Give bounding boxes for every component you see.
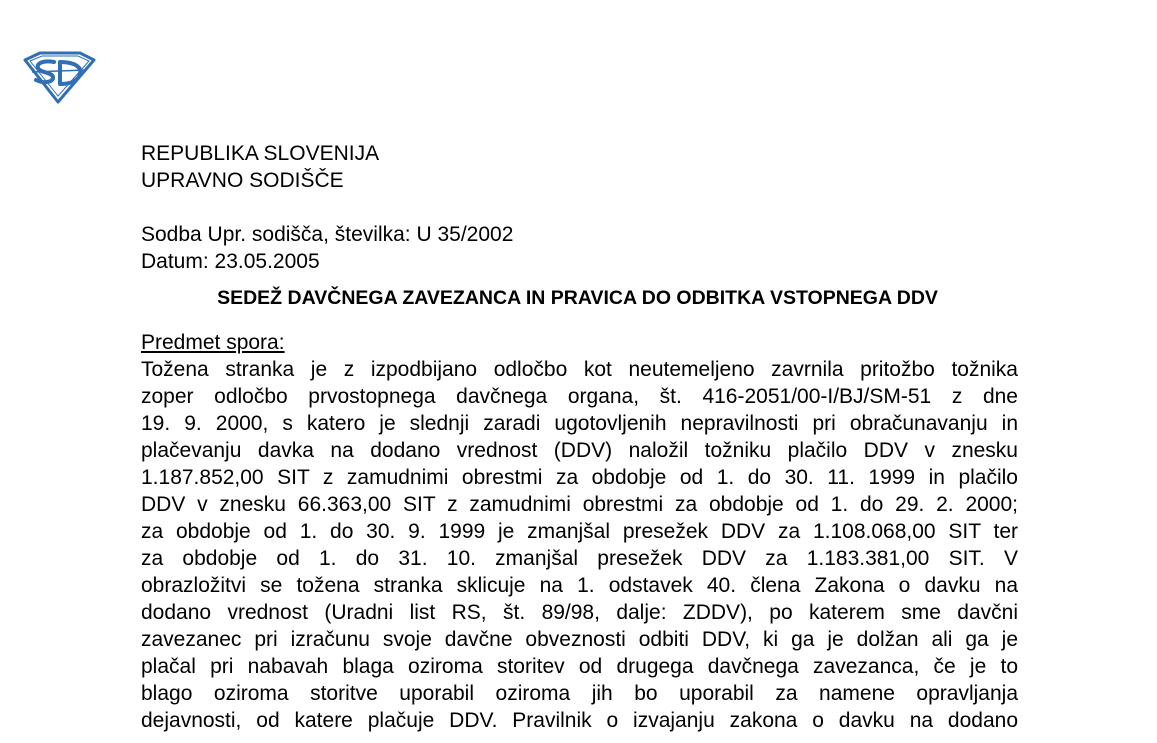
paragraph-line: plačal pri nabavah blaga oziroma storitev od drugega davčnega zavezanca, če je to bbox=[141, 655, 1018, 678]
paragraph-line: obrazložitvi se tožena stranka sklicuje na 1. odstavek 40. člena Zakona o davku na bbox=[141, 574, 1018, 597]
court-logo-icon bbox=[22, 50, 96, 104]
spacer bbox=[141, 194, 1018, 221]
judgment-date: Datum: 23.05.2005 bbox=[141, 250, 320, 273]
paragraph-line: blago oziroma storitve uporabil oziroma jih bo uporabil za namene opravljanja bbox=[141, 682, 1018, 705]
paragraph-line: dodano vrednost (Uradni list RS, št. 89/98, dalje: ZDDV), po katerem sme davčni bbox=[141, 601, 1018, 624]
paragraph-line: 19. 9. 2000, s katero je slednji zaradi ugotovljenih nepravilnosti pri obračunavanju in bbox=[141, 412, 1018, 435]
paragraph-line: zavezanec pri izračunu svoje davčne obveznosti odbiti DDV, ki ga je dolžan ali ga je bbox=[141, 628, 1018, 651]
paragraph-line: 1.187.852,00 SIT z zamudnimi obrestmi za obdobje od 1. do 30. 11. 1999 in plačilo bbox=[141, 466, 1018, 489]
paragraph-line: za obdobje od 1. do 31. 10. zmanjšal presežek DDV za 1.183.381,00 SIT. V bbox=[141, 547, 1018, 570]
section-paragraph bbox=[141, 356, 1018, 734]
paragraph-line: zoper odločbo prvostopnega davčnega organa, št. 416-2051/00-I/BJ/SM-51 z dne bbox=[141, 385, 1018, 408]
paragraph-line: DDV v znesku 66.363,00 SIT z zamudnimi obrestmi za obdobje od 1. do 29. 2. 2000; bbox=[141, 493, 1018, 516]
section-heading: Predmet spora: bbox=[141, 331, 285, 354]
document-title: SEDEŽ DAVČNEGA ZAVEZANCA IN PRAVICA DO ODBITKA VSTOPNEGA DDV bbox=[217, 287, 938, 309]
paragraph-line: za obdobje od 1. do 30. 9. 1999 je zmanjšal presežek DDV za 1.108.068,00 SIT ter bbox=[141, 520, 1018, 543]
paragraph-line: plačevanju davka na dodano vrednost (DDV) naložil tožniku plačilo DDV v znesku bbox=[141, 439, 1018, 462]
header-republic: REPUBLIKA SLOVENIJA bbox=[141, 142, 380, 165]
document-body bbox=[141, 140, 1018, 734]
header-court: UPRAVNO SODIŠČE bbox=[141, 169, 344, 192]
paragraph-line: Tožena stranka je z izpodbijano odločbo kot neutemeljeno zavrnila pritožbo tožnika bbox=[141, 358, 1018, 381]
case-number: Sodba Upr. sodišča, številka: U 35/2002 bbox=[141, 223, 514, 246]
paragraph-line: dejavnosti, od katere plačuje DDV. Pravilnik o izvajanju zakona o davku na dodano bbox=[141, 709, 1018, 732]
